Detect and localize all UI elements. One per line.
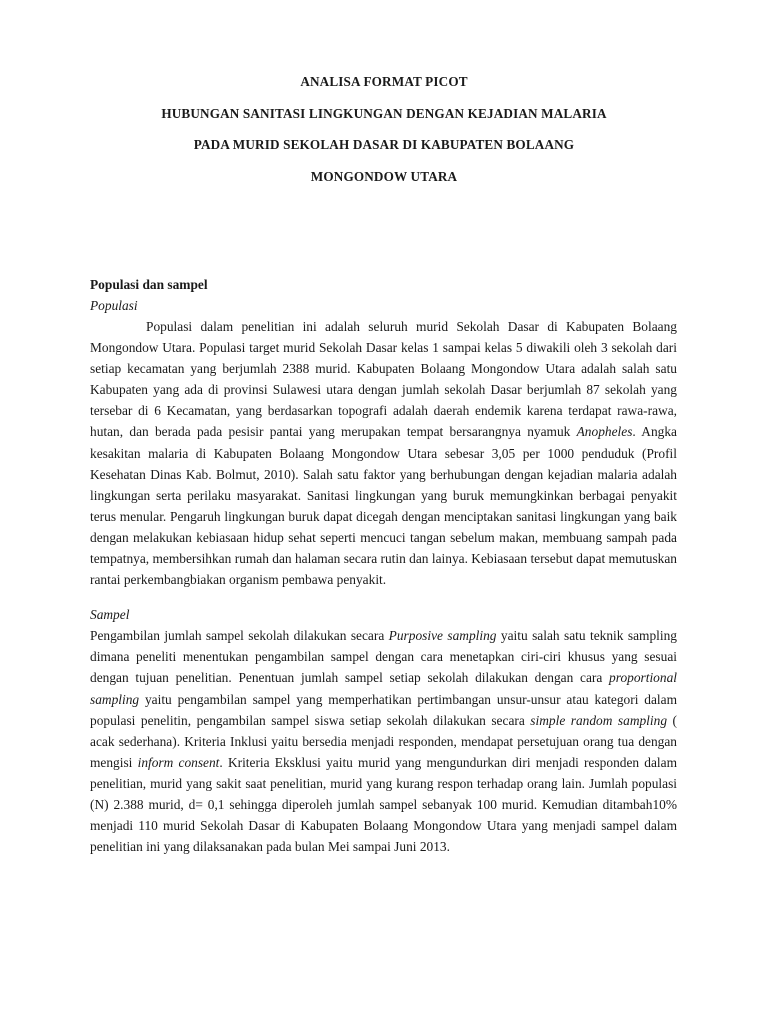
document-title	[90, 66, 678, 192]
populasi-paragraph	[90, 316, 677, 590]
document-body	[90, 274, 677, 857]
paragraph-text: Populasi dalam penelitian ini adalah seluruh murid Sekolah Dasar di Kabupaten Bolaang Mongondow Utara. Populasi target murid Sekolah Dasar kelas 1 sampai kelas 5 diwakili oleh 3 sekolah dari setiap kecamatan yang berjumlah 2388 murid. Kabupaten Bolaang Mongondow Utara adalah salah satu Kabupaten yang ada di provinsi Sulawesi utara dengan jumlah sekolah Dasar berjumlah 87 sekolah yang tersebar di 6 Kecamatan, yang berdasarkan topografi adalah daerah endemik karena terdapat rawa-rawa, hutan, dan berada pada pesisir pantai yang merupakan tempat bersarangnya nyamuk	[90, 319, 677, 440]
title-line: ANALISA FORMAT PICOT	[300, 74, 468, 89]
term: simple random sampling	[530, 712, 668, 728]
title-line: MONGONDOW UTARA	[310, 168, 458, 184]
populasi-heading: Populasi	[90, 298, 138, 313]
term: inform consent	[137, 754, 220, 770]
paragraph-text: . Angka kesakitan malaria di Kabupaten Bolaang Mongondow Utara sebesar 3,05 per 1000 penduduk (Profil Kesehatan Dinas Kab. Bolmut, 2010). Salah satu faktor yang berhubungan dengan kejadian malaria adalah lingkungan serta perilaku masyarakat. Sanitasi lingkungan yang buruk memungkinkan berbagai penyakit terus menular. Pengaruh lingkungan buruk dapat dicegah dengan menciptakan sanitasi lingkungan yang baik dengan melakukan kebiasaan hidup sehat seperti mencuci tangan sebelum makan, membuang sampah pada tempatnya, membersihkan rumah dan halaman secara rutin dan lainya. Kebiasaan tersebut dapat memutuskan rantai perkembangbiakan organism pembawa penyakit.	[90, 424, 677, 588]
sampel-heading: Sampel	[90, 607, 130, 623]
paragraph-text: . Kriteria Eksklusi yaitu murid yang mengundurkan diri menjadi responden dalam penelitian, murid yang sakit saat penelitian, murid yang kurang respon terhadap orang lain. Jumlah populasi (N) 2.388 murid, d= 0,1 sehingga diperoleh jumlah sampel sebanyak 100 murid. Kemudian ditambah10% menjadi 110 murid Sekolah Dasar di Kabupaten Bolaang Mongondow Utara yang menjadi sampel dalam penelitian ini yang dilaksanakan pada bulan Mei sampai Juni 2013.	[90, 754, 678, 855]
term: proportional sampling	[90, 670, 677, 707]
species-name: Anopheles	[576, 424, 633, 440]
paragraph-text: yaitu pengambilan sampel yang memperhatikan pertimbangan unsur-unsur atau kategori dalam populasi penelitin, pengambilan sampel siswa setiap sekolah dilakukan secara	[90, 691, 677, 728]
paragraph-text: ( acak sederhana). Kriteria Inklusi yaitu bersedia menjadi responden, mendapat persetujuan orang tua dengan mengisi	[90, 712, 677, 770]
title-line: PADA MURID SEKOLAH DASAR DI KABUPATEN BOLAANG	[193, 137, 575, 152]
section-heading: Populasi dan sampel	[90, 277, 208, 292]
sampel-paragraph	[90, 625, 677, 857]
term: Purposive sampling	[388, 628, 497, 644]
paragraph-text: Pengambilan jumlah sampel sekolah dilakukan secara	[90, 628, 389, 644]
title-line: HUBUNGAN SANITASI LINGKUNGAN DENGAN KEJADIAN MALARIA	[161, 105, 607, 121]
paragraph-text: yaitu salah satu teknik sampling dimana peneliti menentukan pengambilan sampel dengan cara menetapkan ciri-ciri khusus yang sesuai dengan tujuan penelitian. Penentuan jumlah sampel setiap sekolah dilakukan dengan cara	[90, 628, 677, 686]
paragraph-gap	[90, 590, 677, 604]
